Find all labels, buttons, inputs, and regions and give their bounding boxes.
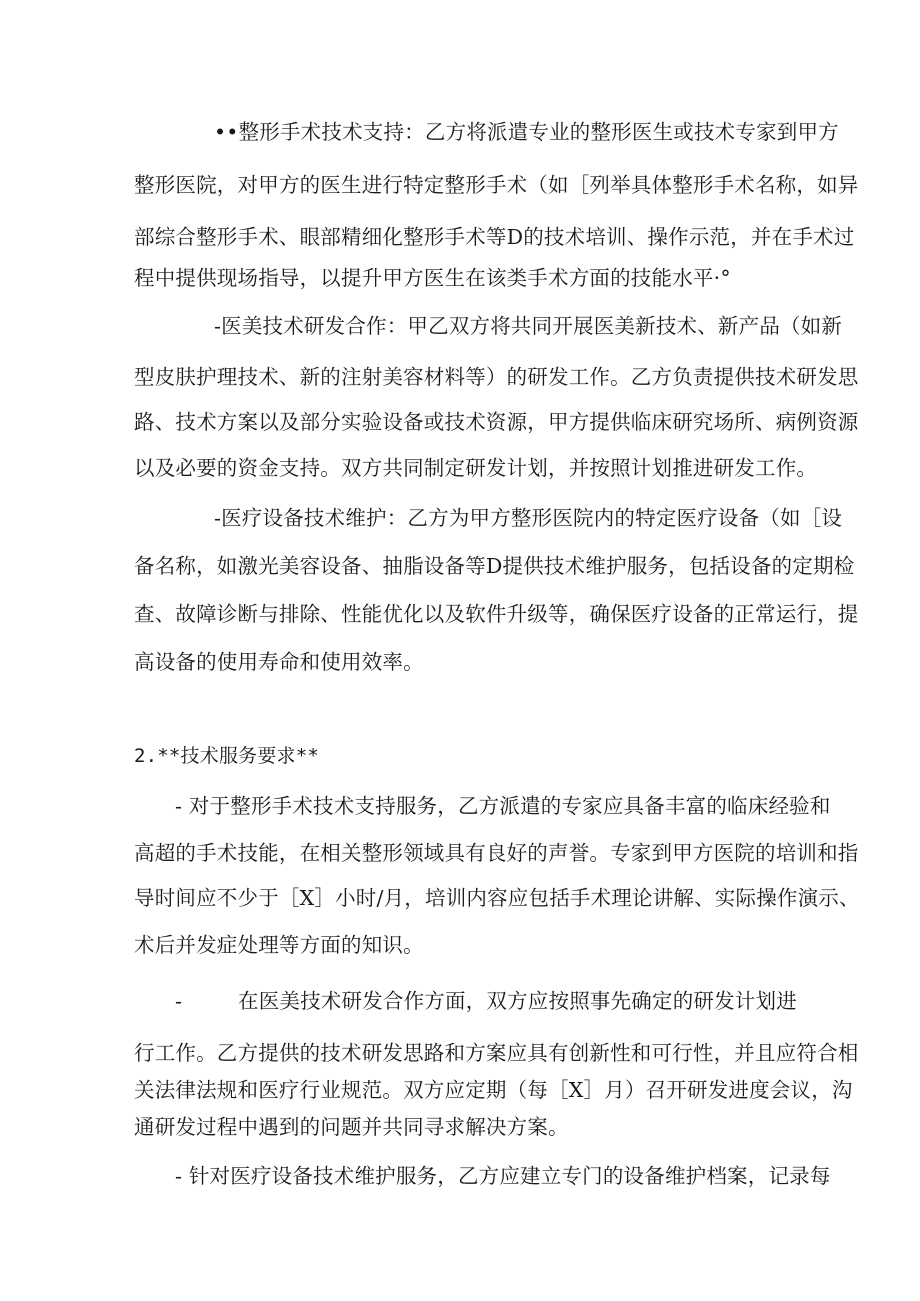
paragraph-line: 高超的手术技能，在相关整形领域具有良好的声誉。专家到甲方医院的培训和指	[134, 841, 859, 865]
paragraph-line: 型皮肤护理技术、新的注射美容材料等）的研发工作。乙方负责提供技术研发思	[134, 365, 859, 389]
section-heading: 2.**技术服务要求**	[134, 745, 320, 767]
paragraph-line: -医疗设备技术维护：乙方为甲方整形医院内的特定医疗设备（如［设	[214, 506, 843, 530]
paragraph-line: 关法律法规和医疗行业规范。双方应定期（每［X］月）召开研发进度会议，沟	[134, 1078, 853, 1102]
paragraph-line: 在医美技术研发合作方面，双方应按照事先确定的研发计划进	[238, 989, 797, 1013]
paragraph-line: - 针对医疗设备技术维护服务，乙方应建立专门的设备维护档案，记录每	[175, 1164, 831, 1188]
paragraph-line: 整形医院，对甲方的医生进行特定整形手术（如［列举具体整形手术名称，如异	[134, 173, 859, 197]
paragraph-line: 程中提供现场指导，以提升甲方医生在该类手术方面的技能水平·°	[134, 266, 731, 290]
paragraph-line: 行工作。乙方提供的技术研发思路和方案应具有创新性和可行性，并且应符合相	[134, 1041, 859, 1065]
paragraph-line: 部综合整形手术、眼部精细化整形手术等D的技术培训、操作示范，并在手术过	[134, 225, 855, 249]
paragraph-line: - 对于整形手术技术支持服务，乙方派遣的专家应具备丰富的临床经验和	[175, 794, 831, 818]
paragraph-line: 术后并发症处理等方面的知识。	[134, 933, 424, 957]
paragraph-line: 以及必要的资金支持。双方共同制定研发计划，并按照计划推进研发工作。	[134, 456, 818, 480]
paragraph-line: 查、故障诊断与排除、性能优化以及软件升级等，确保医疗设备的正常运行，提	[134, 602, 859, 626]
paragraph-line: ••整形手术技术支持：乙方将派遣专业的整形医生或技术专家到甲方	[214, 120, 839, 144]
list-dash: -	[175, 989, 183, 1013]
paragraph-line: 导时间应不少于［X］小时/月，培训内容应包括手术理论讲解、实际操作演示、	[134, 886, 860, 910]
paragraph-line: -医美技术研发合作：甲乙双方将共同开展医美新技术、新产品（如新	[214, 314, 843, 338]
paragraph-line: 高设备的使用寿命和使用效率。	[134, 650, 424, 674]
paragraph-line: 备名称，如激光美容设备、抽脂设备等D提供技术维护服务，包括设备的定期检	[134, 554, 855, 578]
paragraph-line: 通研发过程中遇到的问题并共同寻求解决方案。	[134, 1115, 569, 1139]
paragraph-line: 路、技术方案以及部分实验设备或技术资源，甲方提供临床研究场所、病例资源	[134, 410, 859, 434]
